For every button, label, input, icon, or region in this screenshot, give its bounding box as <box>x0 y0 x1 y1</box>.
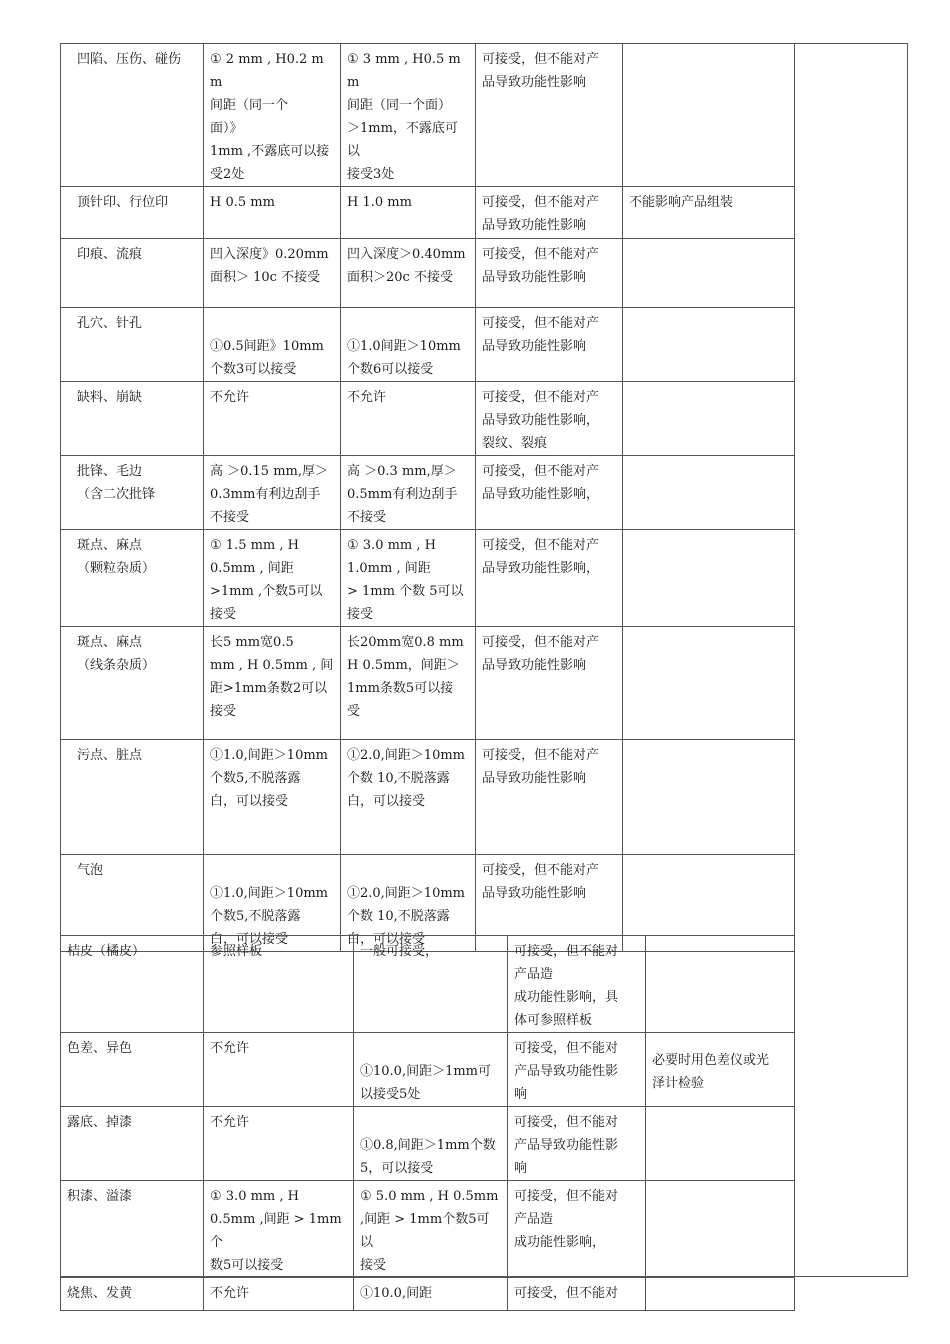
cell-line: 成功能性影响，具 <box>514 990 619 1005</box>
cell-line: 不允许 <box>210 390 250 405</box>
criteria-c-cell <box>476 456 623 530</box>
remark: 不能影响产品组装 <box>629 195 734 210</box>
table-row <box>61 627 795 740</box>
criteria-a-cell <box>204 627 341 740</box>
cell-line: 可接受，但不能对 <box>514 1115 619 1130</box>
cell-line: > 1mm 个数 5可以 <box>347 584 464 599</box>
criteria-a-cell <box>204 239 341 308</box>
criteria-a-cell <box>204 530 341 627</box>
cell-line: ① 3 mm , H0.5 mm <box>347 52 461 90</box>
defect-name: 积漆、溢漆 <box>67 1189 133 1204</box>
defect-name-cell <box>61 308 204 382</box>
cell-line: ①1.0,间距＞10mm <box>210 886 329 901</box>
remark-cell <box>623 44 795 187</box>
cell-line: 5，可以接受 <box>360 1161 434 1176</box>
cell-line: 可接受，但不能对产 <box>482 247 600 262</box>
cell-line: 白，可以接受 <box>347 794 426 809</box>
defect-name: 气泡 <box>77 863 104 878</box>
cell-line: ①10.0,间距 <box>360 1286 433 1301</box>
cell-line: 品导致功能性影响 <box>482 886 587 901</box>
defect-name: 露底、掉漆 <box>67 1115 133 1130</box>
cell-line: 品导致功能性影响 <box>482 771 587 786</box>
cell-line: 个数5,不脱落露 <box>210 909 301 924</box>
cell-line: 个数6可以接受 <box>347 362 434 377</box>
cell-line: 可接受，但不能对产 <box>482 538 600 553</box>
criteria-b-cell <box>341 308 476 382</box>
defect-name: 色差、异色 <box>67 1041 133 1056</box>
criteria-b-cell <box>354 1107 508 1181</box>
inspection-table-1 <box>60 43 795 952</box>
cell-line: ① 3.0 mm , H <box>210 1189 299 1204</box>
cell-line: 产品导致功能性影 <box>514 1138 619 1153</box>
cell-line: ① 5.0 mm , H 0.5mm <box>360 1189 499 1204</box>
cell-line: 受2处 <box>210 167 245 182</box>
cell-line: 间距（同一个 <box>210 98 289 113</box>
defect-name-cell <box>61 530 204 627</box>
cell-line: 高 ＞0.15 mm,厚＞ <box>210 464 328 479</box>
criteria-a-cell <box>204 382 341 456</box>
cell-line: 以接受5处 <box>360 1087 421 1102</box>
cell-line: 接受3处 <box>347 167 395 182</box>
cell-line: 受 <box>347 704 361 719</box>
cell-line: 可接受，但不能对产 <box>482 52 600 67</box>
cell-line: 品导致功能性影响， <box>482 561 600 576</box>
cell-line: 接受 <box>210 704 237 719</box>
criteria-a-cell <box>204 308 341 382</box>
cell-line: 白，可以接受 <box>347 932 426 947</box>
criteria-b-cell <box>341 627 476 740</box>
cell-line: >1mm ,个数5可以 <box>210 584 323 599</box>
cell-line: 参照样板 <box>210 944 263 959</box>
defect-name-cell <box>61 44 204 187</box>
cell-line: ＞1mm，不露底可以 <box>347 121 458 159</box>
cell-line: 裂纹、裂痕 <box>482 436 548 451</box>
defect-name-cell <box>61 187 204 239</box>
criteria-c-cell <box>508 1107 646 1181</box>
cell-line: H 0.5 mm <box>210 195 275 210</box>
cell-line: 品导致功能性影响 <box>482 658 587 673</box>
cell-line: H 0.5mm，间距＞ <box>347 658 460 673</box>
criteria-a-cell <box>204 456 341 530</box>
table-row <box>61 382 795 456</box>
cell-line: 白，可以接受 <box>210 932 289 947</box>
cell-line: ①1.0,间距＞10mm <box>210 748 329 763</box>
remark-cell <box>623 456 795 530</box>
table-row <box>61 308 795 382</box>
cell-line: ①2.0,间距＞10mm <box>347 748 466 763</box>
defect-name: 污点、脏点 <box>77 748 143 763</box>
defect-name-cell <box>61 1033 204 1107</box>
table-row <box>61 1181 795 1278</box>
cell-line: 凹入深度》0.20mm <box>210 247 329 262</box>
cell-line: 可接受，但不能对产 <box>482 748 600 763</box>
remark-cell <box>623 239 795 308</box>
defect-name-cell <box>61 1107 204 1181</box>
table-row <box>61 239 795 308</box>
cell-line: 接受 <box>360 1258 387 1273</box>
table-row <box>61 1278 795 1311</box>
criteria-c-cell <box>476 239 623 308</box>
cell-line: 一般可接受， <box>360 944 439 959</box>
criteria-a-cell <box>204 44 341 187</box>
cell-line: 品导致功能性影响， <box>482 413 600 428</box>
inspection-table-2 <box>60 935 795 1311</box>
criteria-a-cell <box>204 740 341 855</box>
cell-line: 不允许 <box>210 1041 250 1056</box>
cell-line: ①1.0间距＞10mm <box>347 339 461 354</box>
defect-name: 桔皮（橘皮） <box>67 944 146 959</box>
cell-line: 个数3可以接受 <box>210 362 297 377</box>
criteria-b-cell <box>341 187 476 239</box>
remark-cell <box>623 530 795 627</box>
criteria-b-cell <box>341 530 476 627</box>
cell-line: 接受 <box>347 607 374 622</box>
criteria-b-cell <box>354 1181 508 1278</box>
cell-line: 接受 <box>210 607 237 622</box>
cell-line: H 1.0 mm <box>347 195 412 210</box>
cell-line: 可接受，但不能对 <box>514 944 619 959</box>
cell-line: 凹入深度＞0.40mm <box>347 247 466 262</box>
criteria-c-cell <box>508 1278 646 1311</box>
criteria-b-cell <box>341 382 476 456</box>
cell-line: 响 <box>514 1087 528 1102</box>
cell-line: 可接受，但不能对产 <box>482 316 600 331</box>
criteria-c-cell <box>476 382 623 456</box>
cell-line: 品导致功能性影响 <box>482 218 587 233</box>
cell-line: 可接受，但不能对 <box>514 1189 619 1204</box>
defect-name: 烧焦、发黄 <box>67 1286 133 1301</box>
cell-line: 0.3mm有利边刮手 <box>210 487 321 502</box>
table-row <box>61 1033 795 1107</box>
criteria-b-cell <box>341 44 476 187</box>
cell-line: 成功能性影响， <box>514 1235 606 1250</box>
cell-line: 面积＞ 10c 不接受 <box>210 270 321 285</box>
criteria-b-cell <box>354 1278 508 1311</box>
cell-line: 斑点、麻点 <box>77 635 143 650</box>
defect-name: 缺料、崩缺 <box>77 390 143 405</box>
cell-line: 品导致功能性影响， <box>482 487 600 502</box>
cell-line: 0.5mm ,间距 > 1mm个 <box>210 1212 342 1250</box>
cell-line: ① 3.0 mm , H <box>347 538 436 553</box>
defect-name-cell <box>61 936 204 1033</box>
criteria-b-cell <box>341 456 476 530</box>
criteria-c-cell <box>476 740 623 855</box>
defect-name-cell <box>61 382 204 456</box>
remark-cell <box>646 1107 795 1181</box>
cell-line: 可接受，但不能对产 <box>482 635 600 650</box>
cell-line: 泽计检验 <box>652 1076 705 1091</box>
cell-line: 不接受 <box>210 510 250 525</box>
cell-line: 必要时用色差仪或光 <box>652 1053 770 1068</box>
criteria-a-cell <box>204 1181 354 1278</box>
cell-line: 间距（同一个面） <box>347 98 452 113</box>
cell-line: 产品导致功能性影 <box>514 1064 619 1079</box>
defect-name-cell <box>61 627 204 740</box>
criteria-a-cell <box>204 1033 354 1107</box>
cell-line: 可接受，但不能对 <box>514 1286 619 1301</box>
criteria-c-cell <box>476 530 623 627</box>
table-row <box>61 530 795 627</box>
table-row <box>61 740 795 855</box>
cell-line: 不接受 <box>347 510 387 525</box>
cell-line: （线条杂质） <box>77 658 156 673</box>
cell-line: 不允许 <box>347 390 387 405</box>
cell-line: 可接受，但不能对 <box>514 1041 619 1056</box>
criteria-c-cell <box>476 308 623 382</box>
defect-name-cell <box>61 740 204 855</box>
cell-line: 长20mm宽0.8 mm <box>347 635 464 650</box>
criteria-b-cell <box>341 740 476 855</box>
defect-name: 凹陷、压伤、碰伤 <box>77 52 182 67</box>
cell-line: 可接受，但不能对产 <box>482 863 600 878</box>
cell-line: ①10.0,间距＞1mm可 <box>360 1064 492 1079</box>
cell-line: 1mm条数5可以接 <box>347 681 454 696</box>
criteria-a-cell <box>204 187 341 239</box>
defect-name-cell <box>61 1181 204 1278</box>
cell-line: 距>1mm条数2可以 <box>210 681 328 696</box>
criteria-c-cell <box>508 936 646 1033</box>
defect-name: 印痕、流痕 <box>77 247 143 262</box>
cell-line: 体可参照样板 <box>514 1013 593 1028</box>
criteria-a-cell <box>204 1278 354 1311</box>
cell-line: 数5可以接受 <box>210 1258 284 1273</box>
cell-line: 产品造 <box>514 967 554 982</box>
cell-line: 产品造 <box>514 1212 554 1227</box>
remark-cell <box>623 382 795 456</box>
cell-line: 个数 10,不脱落露 <box>347 909 450 924</box>
remark-cell <box>623 187 795 239</box>
cell-line: ① 2 mm , H0.2 mm <box>210 52 324 90</box>
cell-line: 可接受，但不能对产 <box>482 464 600 479</box>
cell-line: 面积＞20c 不接受 <box>347 270 453 285</box>
remark-cell <box>646 1278 795 1311</box>
remark-cell <box>646 1181 795 1278</box>
cell-line: （含二次批锋 <box>77 487 156 502</box>
cell-line: ① 1.5 mm , H <box>210 538 299 553</box>
criteria-b-cell <box>341 239 476 308</box>
criteria-c-cell <box>476 187 623 239</box>
cell-line: 1.0mm , 间距 <box>347 561 431 576</box>
cell-line: 面）》 <box>210 121 243 136</box>
criteria-b-cell <box>354 1033 508 1107</box>
cell-line: 可接受，但不能对产 <box>482 195 600 210</box>
defect-name-cell <box>61 1278 204 1311</box>
table-row <box>61 187 795 239</box>
criteria-c-cell <box>508 1181 646 1278</box>
cell-line: 个数 10,不脱落露 <box>347 771 450 786</box>
cell-line: ①0.5间距》10mm <box>210 339 324 354</box>
cell-line: ①0.8,间距＞1mm个数 <box>360 1138 496 1153</box>
cell-line: 斑点、麻点 <box>77 538 143 553</box>
criteria-a-cell <box>204 936 354 1033</box>
cell-line: ,间距 > 1mm个数5可以 <box>360 1212 490 1250</box>
cell-line: 0.5mm有利边刮手 <box>347 487 458 502</box>
remark-cell <box>623 308 795 382</box>
cell-line: ①2.0,间距＞10mm <box>347 886 466 901</box>
remark-cell <box>623 740 795 855</box>
cell-line: 批锋、毛边 <box>77 464 143 479</box>
remark-cell <box>646 936 795 1033</box>
cell-line: 不允许 <box>210 1286 250 1301</box>
defect-name: 顶针印、行位印 <box>77 195 169 210</box>
cell-line: 品导致功能性影响 <box>482 339 587 354</box>
defect-name-cell <box>61 239 204 308</box>
cell-line: 1mm ,不露底可以接 <box>210 144 330 159</box>
cell-line: 品导致功能性影响 <box>482 270 587 285</box>
table-row <box>61 1107 795 1181</box>
cell-line: 个数5,不脱落露 <box>210 771 301 786</box>
criteria-a-cell <box>204 1107 354 1181</box>
cell-line: 不允许 <box>210 1115 250 1130</box>
cell-line: 0.5mm , 间距 <box>210 561 294 576</box>
defect-name: 孔穴、针孔 <box>77 316 143 331</box>
remark-cell <box>623 627 795 740</box>
defect-name-cell <box>61 456 204 530</box>
cell-line: 长5 mm宽0.5 <box>210 635 294 650</box>
table-row <box>61 44 795 187</box>
table-row <box>61 456 795 530</box>
cell-line: 可接受，但不能对产 <box>482 390 600 405</box>
criteria-b-cell <box>354 936 508 1033</box>
criteria-c-cell <box>476 627 623 740</box>
criteria-c-cell <box>508 1033 646 1107</box>
cell-line: 高 ＞0.3 mm,厚＞ <box>347 464 457 479</box>
cell-line: 响 <box>514 1161 528 1176</box>
remark-cell <box>646 1033 795 1107</box>
cell-line: （颗粒杂质） <box>77 561 156 576</box>
cell-line: 品导致功能性影响 <box>482 75 587 90</box>
table-row <box>61 936 795 1033</box>
criteria-c-cell <box>476 44 623 187</box>
cell-line: 白，可以接受 <box>210 794 289 809</box>
cell-line: mm , H 0.5mm , 间 <box>210 658 334 673</box>
